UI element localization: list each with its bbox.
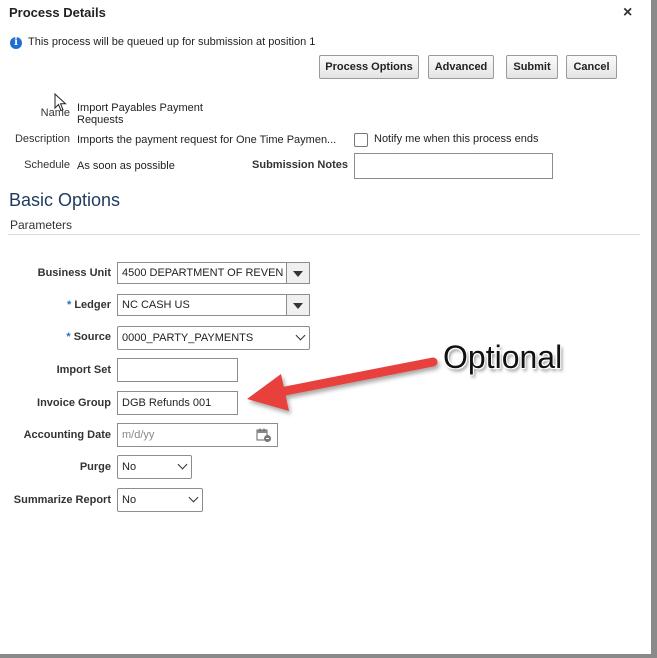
summarize-report-select-value: No xyxy=(122,494,137,506)
process-options-button[interactable]: Process Options xyxy=(319,55,419,79)
summarize-report-label: Summarize Report xyxy=(13,494,111,506)
basic-options-heading: Basic Options xyxy=(9,190,121,210)
name-label: Name xyxy=(40,107,70,119)
invoice-group-label: Invoice Group xyxy=(37,397,111,409)
description-label: Description xyxy=(14,133,70,145)
submit-button[interactable]: Submit xyxy=(506,55,558,79)
business-unit-input[interactable]: 4500 DEPARTMENT OF REVEN xyxy=(117,262,287,284)
close-icon[interactable]: × xyxy=(623,4,633,21)
ledger-input[interactable]: NC CASH US xyxy=(117,294,287,316)
schedule-label: Schedule xyxy=(24,159,70,171)
purge-select-value: No xyxy=(122,461,137,473)
name-value-line1: Import Payables Payment xyxy=(77,102,203,114)
accounting-date-input[interactable]: m/d/yy xyxy=(117,423,278,447)
name-value-line2: Requests xyxy=(77,114,124,126)
source-label-text: Source xyxy=(73,331,111,343)
info-icon: i xyxy=(10,37,22,49)
cancel-button[interactable]: Cancel xyxy=(566,55,617,79)
advanced-button[interactable]: Advanced xyxy=(428,55,494,79)
info-message: This process will be queued up for submission at position 1 xyxy=(28,36,316,48)
notify-label: Notify me when this process ends xyxy=(374,133,539,145)
purge-label: Purge xyxy=(79,461,111,473)
submission-notes-label: Submission Notes xyxy=(252,159,348,171)
import-set-label: Import Set xyxy=(56,364,111,376)
optional-annotation-label: Optional xyxy=(443,339,563,375)
description-value: Imports the payment request for One Time Paymen... xyxy=(77,134,337,146)
required-indicator: * xyxy=(66,331,71,343)
schedule-value: As soon as possible xyxy=(77,160,175,172)
source-select-value: 0000_PARTY_PAYMENTS xyxy=(122,332,254,344)
dialog-title: Process Details xyxy=(9,5,106,20)
ledger-label-text: Ledger xyxy=(74,299,111,311)
parameters-subheading: Parameters xyxy=(10,218,73,232)
business-unit-label: Business Unit xyxy=(37,267,111,279)
invoice-group-input[interactable]: DGB Refunds 001 xyxy=(117,391,238,415)
required-indicator: * xyxy=(67,299,72,311)
accounting-date-label: Accounting Date xyxy=(23,429,111,441)
